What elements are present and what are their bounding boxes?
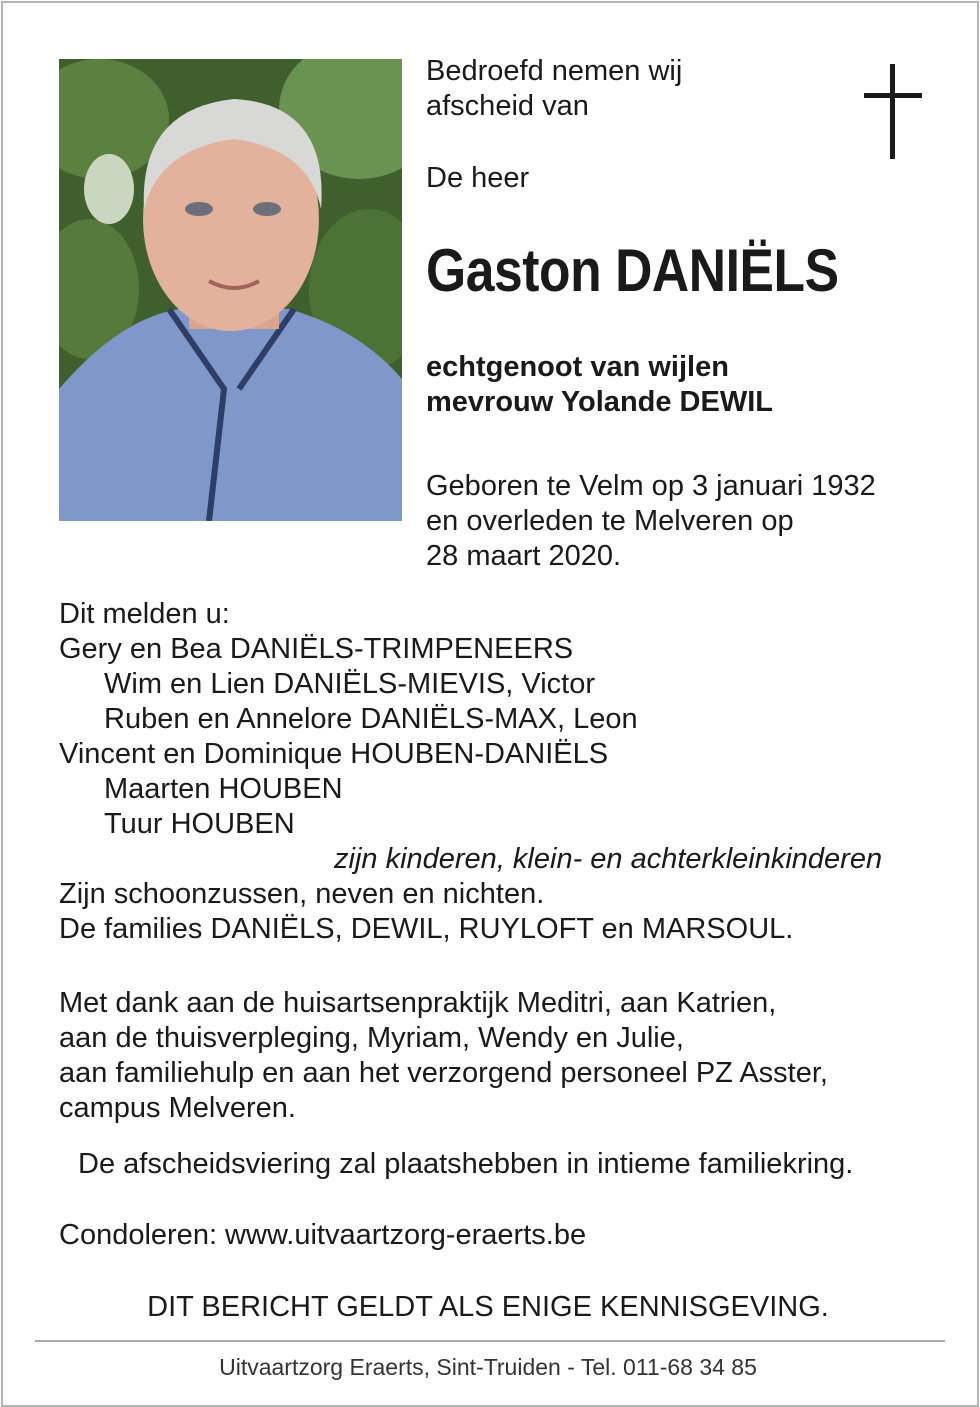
ceremony-text: De afscheidsviering zal plaatshebben in intieme familiekring.	[78, 1148, 854, 1180]
intro-text	[426, 54, 682, 124]
family-line: Tuur HOUBEN	[104, 808, 295, 840]
family-list	[59, 597, 882, 947]
spouse-line-1: echtgenoot van wijlen	[426, 351, 729, 383]
thanks-line-4: campus Melveren.	[59, 1092, 296, 1124]
funeral-home-footer: Uitvaartzorg Eraerts, Sint-Truiden - Tel. 011-68 34 85	[219, 1354, 757, 1380]
family-line: Vincent en Dominique HOUBEN-DANIËLS	[59, 738, 609, 770]
dates-line-2: en overleden te Melveren op	[426, 505, 794, 537]
deceased-name: Gaston DANIËLS	[426, 237, 839, 304]
intro-line-2: afscheid van	[426, 90, 589, 122]
thanks-line-1: Met dank aan de huisartsenpraktijk Meditri, aan Katrien,	[59, 987, 777, 1019]
portrait-photo	[59, 59, 402, 521]
thanks-line-2: aan de thuisverpleging, Myriam, Wendy en Julie,	[59, 1022, 684, 1054]
condolences-text: Condoleren: www.uitvaartzorg-eraerts.be	[59, 1219, 587, 1251]
family-heading: Dit melden u:	[59, 598, 230, 630]
family-line: Ruben en Annelore DANIËLS-MAX, Leon	[104, 703, 638, 735]
dates-line-1: Geboren te Velm op 3 januari 1932	[426, 470, 876, 502]
honorific: De heer	[426, 162, 530, 194]
family-extra-1: Zijn schoonzussen, neven en nichten.	[59, 878, 545, 910]
family-line: Gery en Bea DANIËLS-TRIMPENEERS	[59, 633, 574, 665]
notice-text: DIT BERICHT GELDT ALS ENIGE KENNISGEVING.	[147, 1291, 829, 1323]
intro-line-1: Bedroefd nemen wij	[426, 55, 683, 87]
family-line: Maarten HOUBEN	[104, 773, 343, 805]
cross-icon	[864, 64, 922, 159]
footer-divider	[35, 1340, 945, 1342]
family-extra-2: De families DANIËLS, DEWIL, RUYLOFT en MARSOUL.	[59, 913, 794, 945]
dates-line-3: 28 maart 2020.	[426, 540, 622, 572]
family-line: Wim en Lien DANIËLS-MIEVIS, Victor	[104, 668, 596, 700]
spouse-line-2: mevrouw Yolande DEWIL	[426, 386, 773, 418]
family-relation: zijn kinderen, klein- en achterkleinkinderen	[334, 843, 883, 875]
spouse-text	[426, 350, 773, 420]
thanks-line-3: aan familiehulp en aan het verzorgend personeel PZ Asster,	[59, 1057, 828, 1089]
portrait-illustration	[59, 59, 402, 521]
life-dates	[426, 469, 876, 574]
thanks-text	[59, 986, 828, 1126]
